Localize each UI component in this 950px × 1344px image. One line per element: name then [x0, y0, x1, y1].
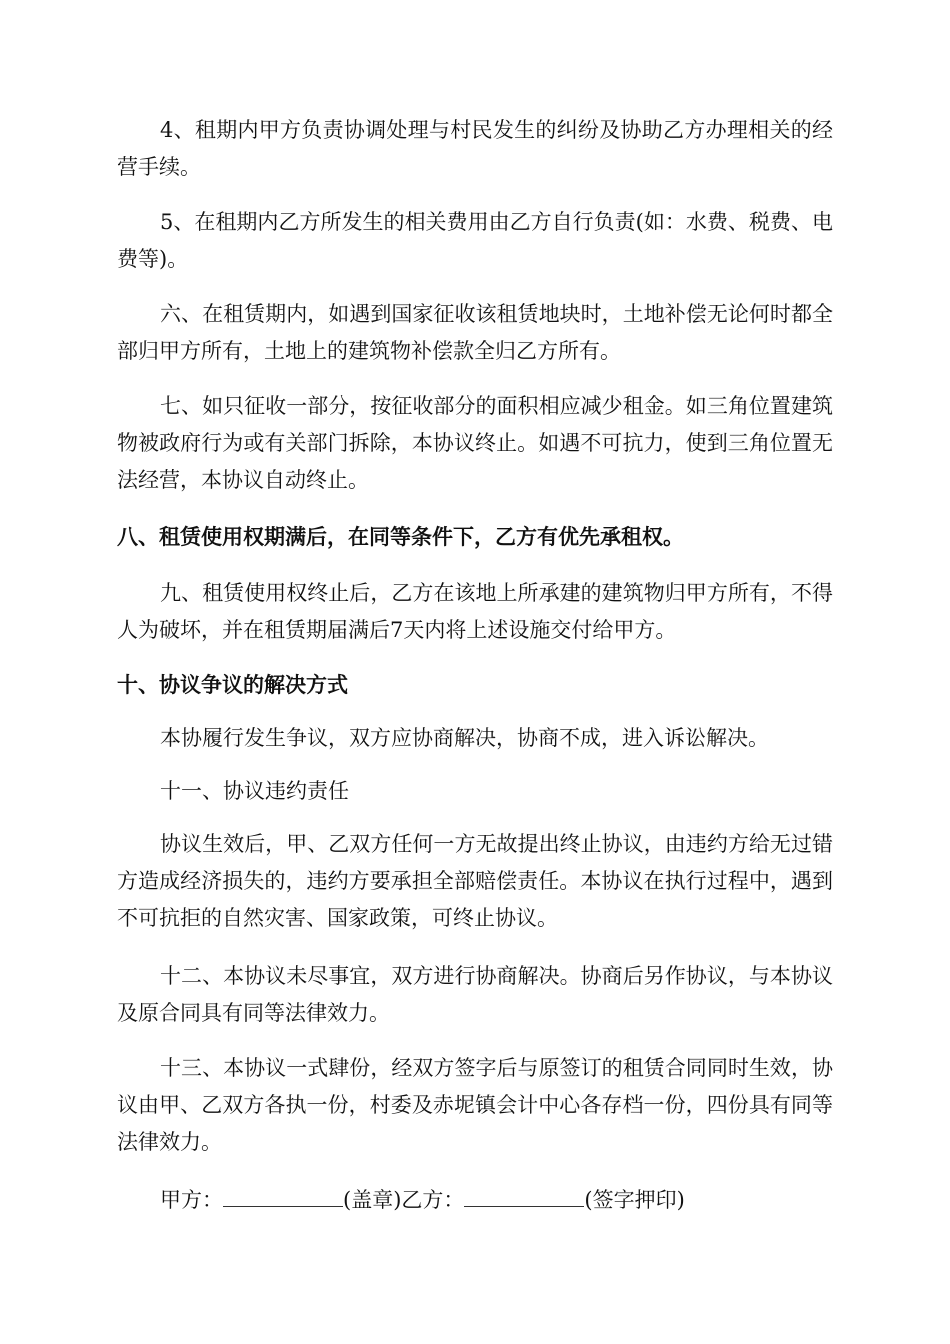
party-b-signature-blank [464, 1184, 584, 1207]
clause-ten-body: 本协履行发生争议，双方应协商解决，协商不成，进入诉讼解决。 [160, 726, 769, 750]
clause-six-paragraph: 六、在租赁期内，如遇到国家征收该租赁地块时，土地补偿无论何时都全部归甲方所有，土地上的建筑物补偿款全归乙方所有。 [117, 302, 833, 363]
party-b-label: 乙方： [401, 1188, 465, 1212]
clause-eight-heading: 八、租赁使用权期满后，在同等条件下，乙方有优先承租权。 [117, 525, 684, 549]
clause-eleven-heading: 十一、协议违约责任 [160, 779, 349, 803]
party-b-sign-note: (签字押印) [584, 1188, 685, 1212]
clause-nine-paragraph: 九、租赁使用权终止后，乙方在该地上所承建的建筑物归甲方所有，不得人为破坏，并在租赁期届满后7天内将上述设施交付给甲方。 [117, 581, 833, 642]
clause-thirteen-paragraph: 十三、本协议一式肆份，经双方签字后与原签订的租赁合同同时生效，协议由甲、乙双方各执一份，村委及赤坭镇会计中心各存档一份，四份具有同等法律效力。 [117, 1056, 833, 1154]
clause-ten-heading: 十、协议争议的解决方式 [117, 673, 348, 697]
clause-seven-paragraph: 七、如只征收一部分，按征收部分的面积相应减少租金。如三角位置建筑物被政府行为或有关部门拆除，本协议终止。如遇不可抗力，使到三角位置无法经营，本协议自动终止。 [117, 394, 833, 492]
clause-4-paragraph: 4、租期内甲方负责协调处理与村民发生的纠纷及协助乙方办理相关的经营手续。 [117, 118, 833, 179]
clause-5-paragraph: 5、在租期内乙方所发生的相关费用由乙方自行负责(如：水费、税费、电费等)。 [117, 210, 833, 271]
party-a-signature-blank [223, 1184, 343, 1207]
signature-row [160, 1182, 685, 1219]
clause-eleven-body: 协议生效后，甲、乙双方任何一方无故提出终止协议，由违约方给无过错方造成经济损失的，违约方要承担全部赔偿责任。本协议在执行过程中，遇到不可抗拒的自然灾害、国家政策，可终止协议。 [117, 832, 833, 930]
party-a-seal-note: (盖章) [343, 1188, 402, 1212]
clause-twelve-paragraph: 十二、本协议未尽事宜，双方进行协商解决。协商后另作协议，与本协议及原合同具有同等法律效力。 [117, 964, 833, 1025]
party-a-label: 甲方： [160, 1188, 223, 1212]
